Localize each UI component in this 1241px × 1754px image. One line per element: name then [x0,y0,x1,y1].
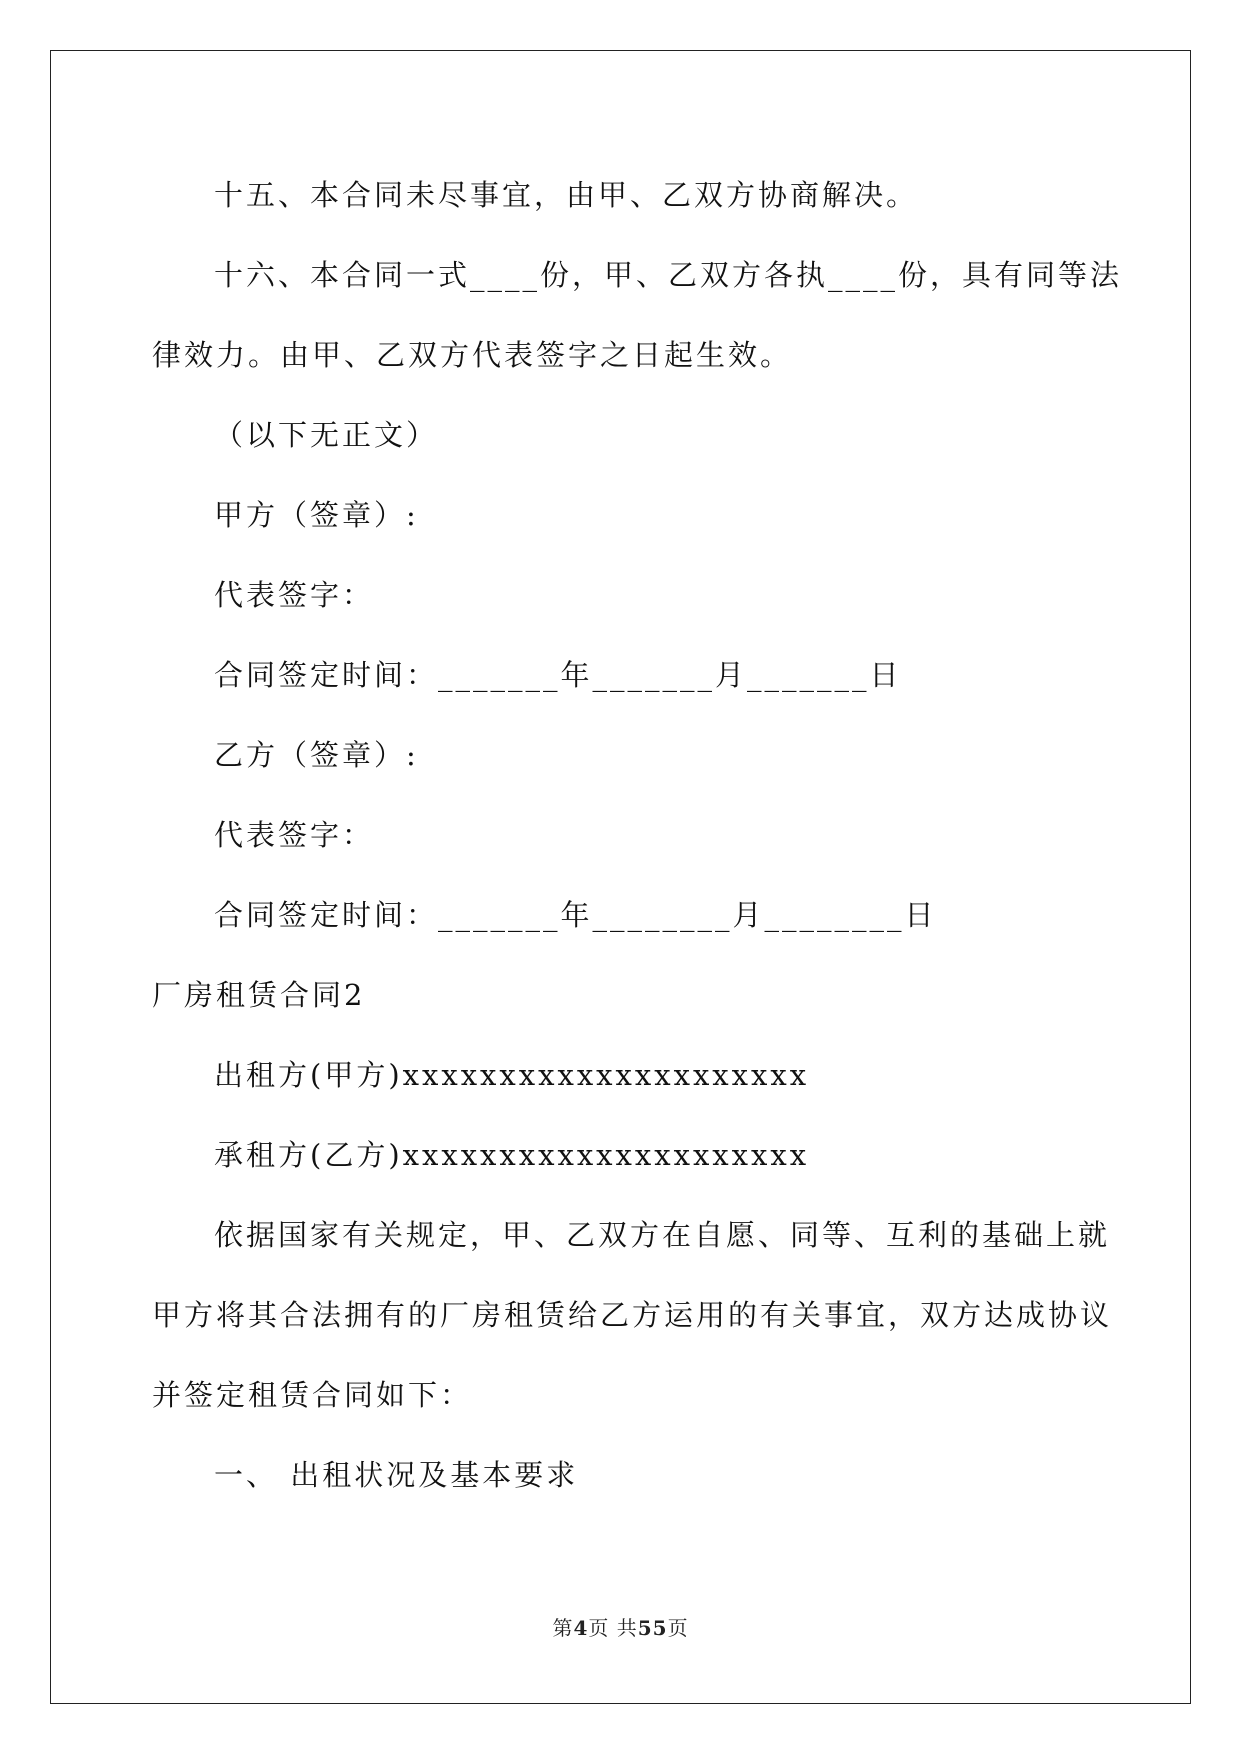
footer-suffix: 页 [667,1616,689,1640]
preamble-line-2: 甲方将其合法拥有的厂房租赁给乙方运用的有关事宜，双方达成协议 [152,1298,1113,1332]
party-b-signature-label: 代表签字： [214,818,375,852]
contract-2-title: 厂房租赁合同2 [152,978,366,1012]
page-footer [0,1612,1241,1641]
total-pages-number: 55 [637,1616,668,1640]
clause-16-part2: 律效力。由甲、乙双方代表签字之日起生效。 [152,338,793,372]
section-1-heading: 一、 出租状况及基本要求 [214,1458,579,1492]
preamble-line-1: 依据国家有关规定，甲、乙双方在自愿、同等、互利的基础上就 [214,1218,1111,1252]
preamble-line-3: 并签定租赁合同如下： [152,1378,473,1412]
footer-prefix: 第 [552,1616,574,1640]
current-page-number: 4 [573,1616,589,1640]
clause-16-part1: 十六、本合同一式____份，甲、乙双方各执____份，具有同等法 [214,258,1123,292]
party-b-signing-date: 合同签定时间：_______年________月________日 [214,898,937,932]
footer-middle: 页 共 [588,1616,638,1640]
party-a-signing-date: 合同签定时间：_______年_______月_______日 [214,658,902,692]
lessor-line: 出租方(甲方)xxxxxxxxxxxxxxxxxxxxx [214,1058,810,1092]
party-a-seal-label: 甲方（签章）: [214,498,419,532]
no-more-text-note: （以下无正文） [214,418,439,452]
party-a-signature-label: 代表签字： [214,578,375,612]
party-b-seal-label: 乙方（签章）: [214,738,419,772]
lessee-line: 承租方(乙方)xxxxxxxxxxxxxxxxxxxxx [214,1138,810,1172]
clause-15: 十五、本合同未尽事宜，由甲、乙双方协商解决。 [214,178,919,212]
